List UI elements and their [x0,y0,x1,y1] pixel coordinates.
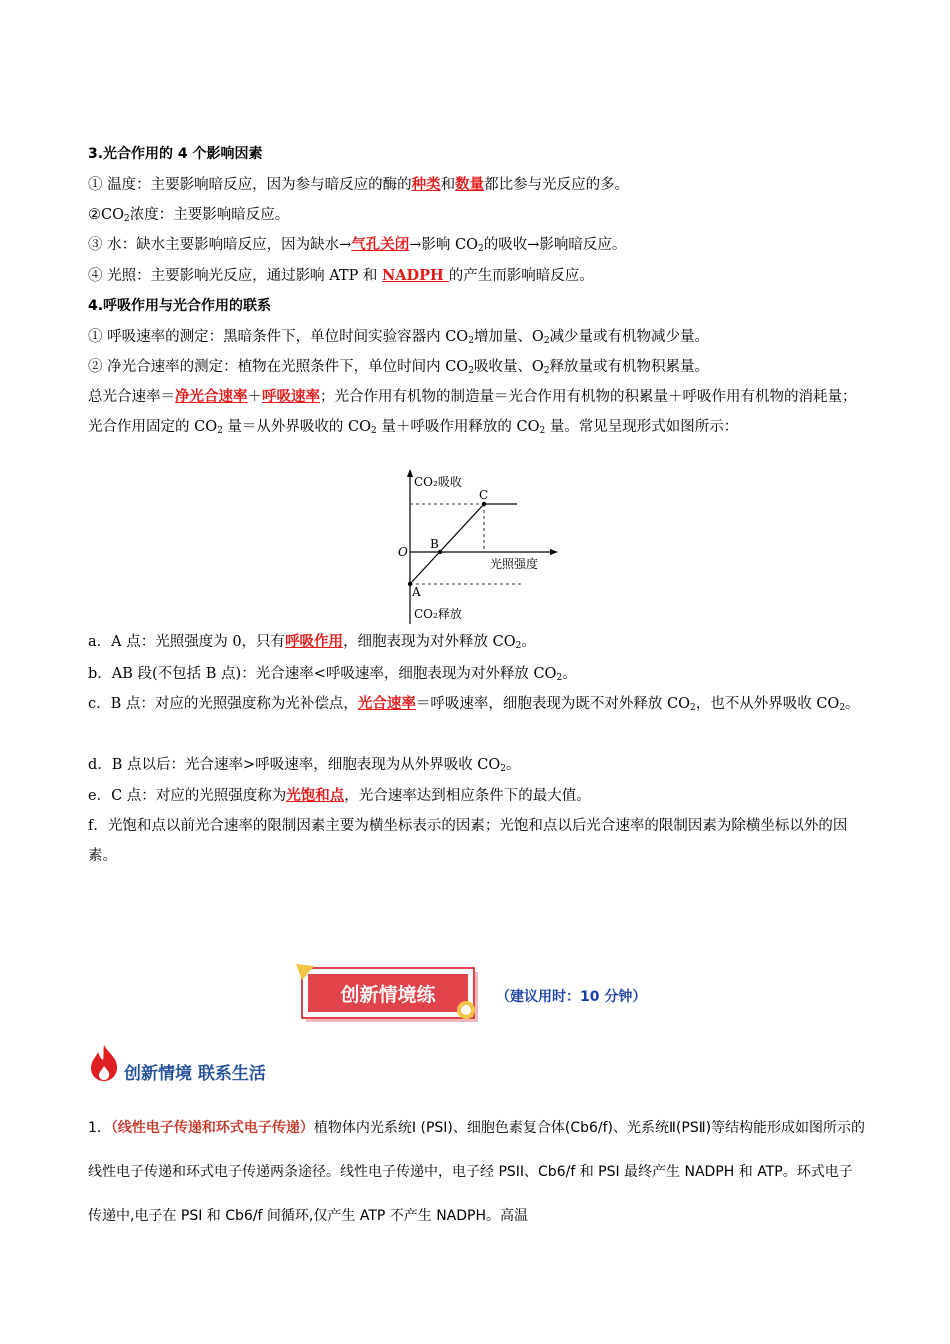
point-c-label: C [479,488,489,502]
total-rate-paragraph: 总光合速率＝净光合速率＋呼吸速率；光合作用有机物的制造量＝光合作用有机物的积累量＋呼吸作用有机物的消耗量；光合作用固定的 $CO_2$ 量＝从外界吸收的 $CO_2$ 量＋呼吸作用释放的 $CO_2$ 量。常见呈现形式如图所示： [88,388,857,436]
keyword-nadph: NADPH [382,267,449,284]
net-photosynthesis-measure: ② 净光合速率的测定：植物在光照条件下，单位时间内 $CO_2$吸收量、$O_2$释放量或有机物积累量。 [88,359,710,376]
y-axis-top-label: CO₂吸收 [414,475,462,489]
section-header [88,1044,266,1084]
point-b-desc: c．B 点：对应的光照强度称为光补偿点，光合速率＝呼吸速率，细胞表现为既不对外释放 $CO_2$，也不从外界吸收 $CO_2$。 [88,695,860,713]
banner-label: 创新情境练 [340,984,436,1006]
point-a-label: A [412,585,421,599]
question-text: 植物体内光系统Ⅰ (PSⅠ)、细胞色素复合体(Cb6/f)、光系统Ⅱ(PSⅡ)等结构能形成如图所示的线性电子传递和环式电子传递两条途径。线性电子传递中，电子经 PSII、Cb6/f 和 PSI 最终产生 NADPH 和 ATP。环式电子传递中,电子在 PSI 和 Cb6/f 间循环,仅产生 ATP 不产生 NADPH。高温 [88,1120,866,1224]
factor-light: ④ 光照：主要影响光反应，通过影响 ATP 和 NADPH 的产生而影响暗反应。 [88,267,594,284]
keyword-respiration: 呼吸作用 [285,633,344,650]
keyword-respiration-rate: 呼吸速率 [262,388,320,405]
factor-temperature: ① 温度：主要影响暗反应，因为参与暗反应的酶的种类和数量都比参与光反应的多。 [88,176,630,193]
point-b-label: B [430,537,439,551]
flame-icon [88,1044,120,1082]
point-after-b-desc: d．B 点以后：光合速率>呼吸速率，细胞表现为从外界吸收 $CO_2$。 [88,757,521,774]
practice-banner [296,964,486,1026]
factor-water: ③ 水：缺水主要影响暗反应，因为缺水→气孔关闭→影响 $CO_2$的吸收→影响暗反应。 [88,236,627,254]
origin-label: O [398,545,408,559]
light-response-graph [392,468,562,626]
factor-co2: $②CO_2$浓度：主要影响暗反应。 [88,207,290,224]
question-number: 1． [88,1120,111,1136]
section-title: 创新情境 联系生活 [124,1064,266,1084]
keyword-stomata-close: 气孔关闭 [351,236,410,253]
point-ab-desc: b．AB 段(不包括 B 点)：光合速率<呼吸速率，细胞表现为对外释放 $CO_2$。 [88,666,577,683]
y-axis-bottom-label: CO₂释放 [414,607,462,621]
point-a-desc: a．A 点：光照强度为 0，只有呼吸作用，细胞表现为对外释放 $CO_2$。 [88,633,536,651]
keyword-photosynthesis-rate: 光合速率 [357,695,416,712]
keyword-kind: 种类 [411,176,441,193]
question-topic: （线性电子传递和环式电子传递） [110,1120,314,1136]
question-1 [88,1106,866,1238]
respiration-measure: ① 呼吸速率的测定：黑暗条件下，单位时间实验容器内 $CO_2$增加量、$O_2$减少量或有机物减少量。 [88,329,710,346]
limiting-factors-desc: f．光饱和点以前光合速率的限制因素主要为横坐标表示的因素；光饱和点以后光合速率的限制因素为除横坐标以外的因素。 [88,818,848,864]
point-c-desc: e．C 点：对应的光照强度称为光饱和点，光合速率达到相应条件下的最大值。 [88,787,591,804]
x-axis-label: 光照强度 [490,557,539,571]
section-3-title: 3.光合作用的 4 个影响因素 [88,146,263,162]
suggested-time: （建议用时：10 分钟） [496,989,647,1005]
section-4-title: 4.呼吸作用与光合作用的联系 [88,298,272,314]
keyword-net-rate: 净光合速率 [175,388,248,405]
keyword-quantity: 数量 [455,176,485,193]
keyword-light-saturation: 光饱和点 [286,787,345,804]
